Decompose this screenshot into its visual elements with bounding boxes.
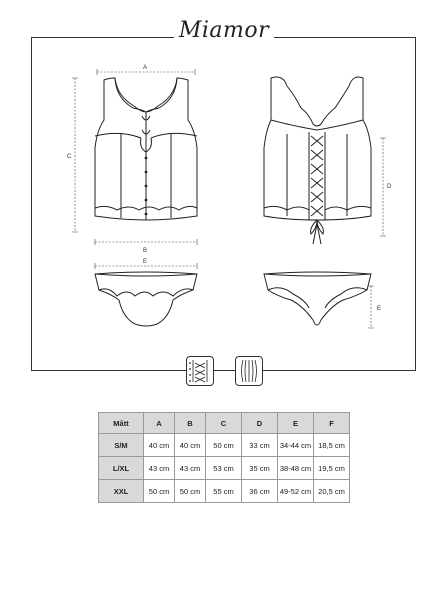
table-cell: 20,5 cm [314, 480, 350, 503]
panty-back-drawing [264, 272, 371, 325]
table-row [99, 457, 350, 480]
size-chart-header: C [206, 413, 242, 434]
table-cell: 50 cm [144, 480, 175, 503]
technical-drawing [31, 38, 416, 368]
table-cell: 43 cm [175, 457, 206, 480]
size-label: XXL [99, 480, 144, 503]
table-row [99, 480, 350, 503]
size-chart-header: D [242, 413, 278, 434]
table-cell: 53 cm [206, 457, 242, 480]
size-chart-header: B [175, 413, 206, 434]
table-cell: 33 cm [242, 434, 278, 457]
panty-front-drawing [95, 272, 197, 326]
table-row [99, 434, 350, 457]
table-cell: 43 cm [144, 457, 175, 480]
measure-label-b: B [143, 248, 148, 254]
size-label: S/M [99, 434, 144, 457]
size-chart-header: E [278, 413, 314, 434]
size-chart-header: A [144, 413, 175, 434]
table-cell: 18,5 cm [314, 434, 350, 457]
corset-front-drawing [95, 78, 197, 220]
table-cell: 40 cm [175, 434, 206, 457]
measure-label-e-front: E [143, 259, 148, 265]
table-cell: 40 cm [144, 434, 175, 457]
size-chart-header: Mått [99, 413, 144, 434]
measure-label-d: D [387, 184, 392, 190]
table-cell: 50 cm [175, 480, 206, 503]
lace-up-back-icon [186, 356, 214, 386]
size-chart-header: F [314, 413, 350, 434]
table-cell: 35 cm [242, 457, 278, 480]
size-label: L/XL [99, 457, 144, 480]
table-cell: 34-44 cm [278, 434, 314, 457]
table-cell: 55 cm [206, 480, 242, 503]
measure-label-e-back: E [377, 306, 382, 312]
size-chart-header-row [99, 413, 350, 434]
corset-back-drawing [264, 77, 371, 244]
table-cell: 49-52 cm [278, 480, 314, 503]
size-chart-table [98, 412, 350, 503]
table-cell: 50 cm [206, 434, 242, 457]
table-cell: 19,5 cm [314, 457, 350, 480]
table-cell: 36 cm [242, 480, 278, 503]
brand-logo: Miamor [178, 18, 270, 43]
measure-label-c: C [67, 154, 72, 160]
measure-label-a: A [143, 65, 148, 71]
table-cell: 38-48 cm [278, 457, 314, 480]
stretch-fabric-icon [235, 356, 263, 386]
